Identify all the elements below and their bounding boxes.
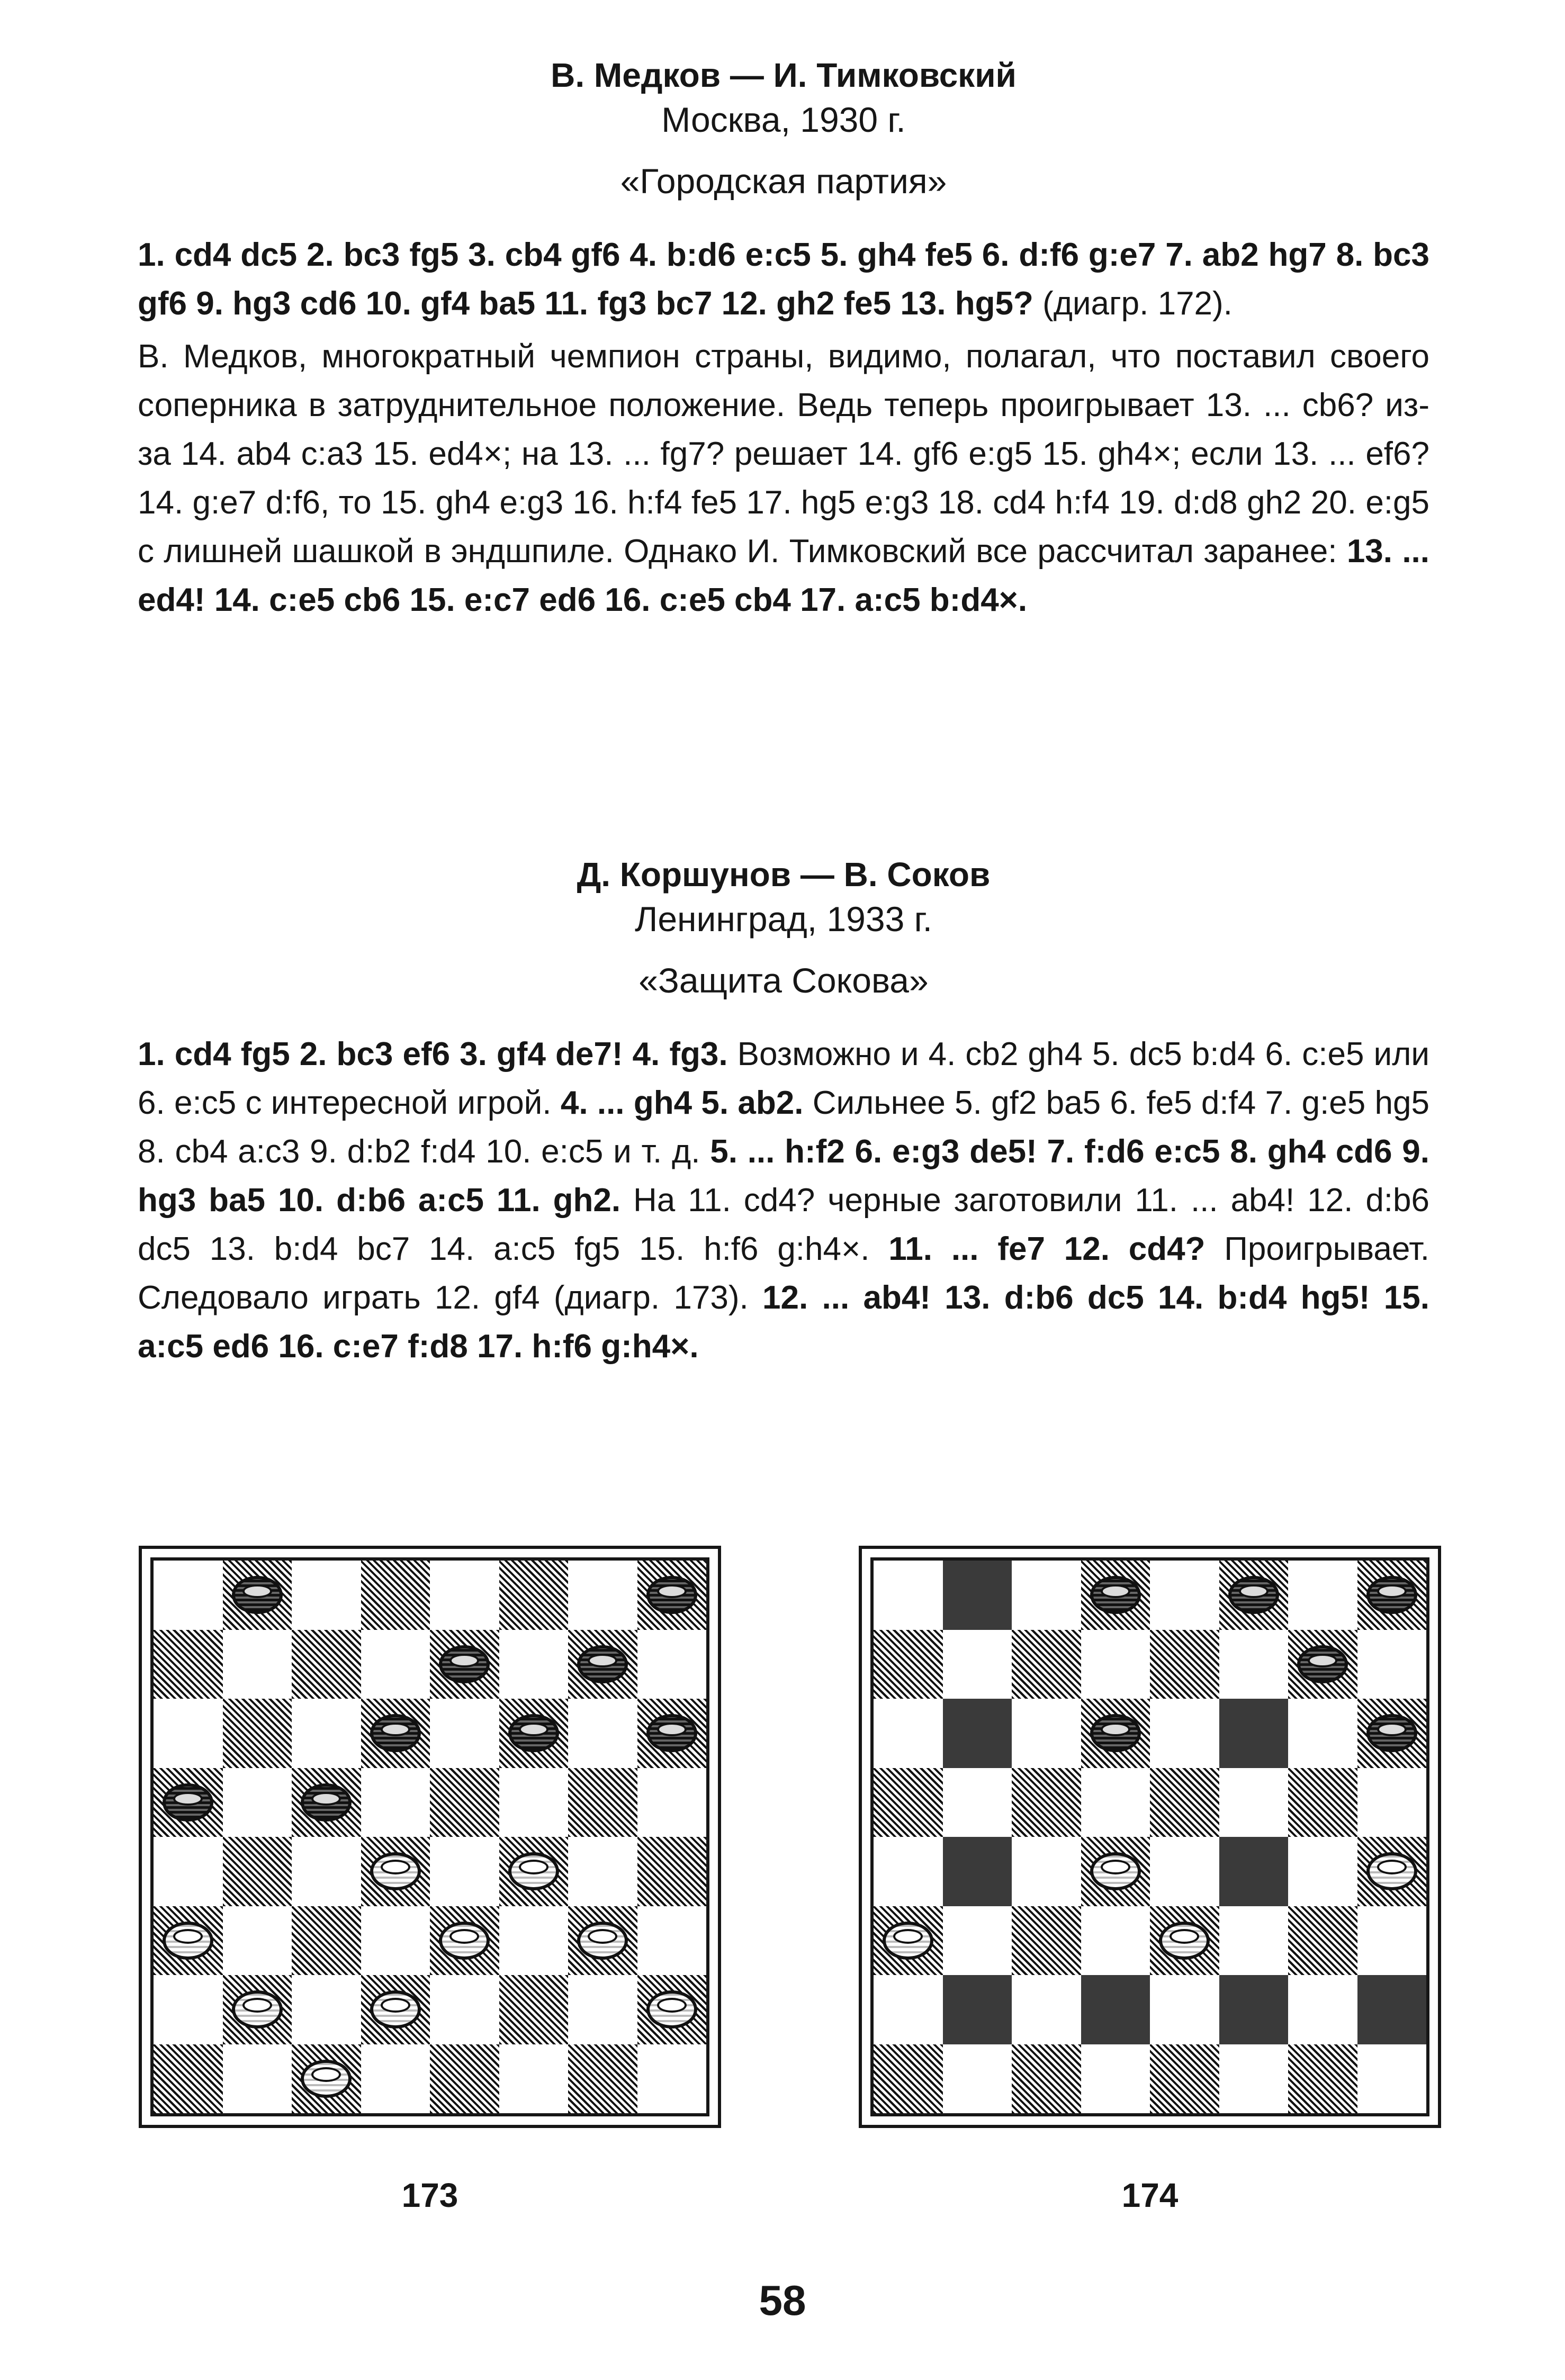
game-2-part-9: 12. ... ab4! 13. d:b6 dc5 14. b:d4 hg5! 15. a:c5 ed6 16. c:e7 f:d8 17. h:f6 g:h4×. [138, 1279, 1429, 1365]
dark-square [1081, 1561, 1150, 1630]
black-checker-piece [646, 1576, 697, 1614]
black-checker-piece [577, 1645, 628, 1683]
white-checker-piece [163, 1922, 213, 1960]
dark-square [223, 1699, 292, 1768]
diagram-174-grid [870, 1557, 1429, 2116]
game-2-part-1: 1. cd4 fg5 2. bc3 ef6 3. gf4 de7! 4. fg3. [138, 1036, 728, 1072]
dark-square [637, 1975, 707, 2044]
dark-square [499, 1837, 569, 1906]
white-checker-piece [1090, 1852, 1141, 1890]
dark-square [361, 1699, 430, 1768]
black-checker-piece [1297, 1645, 1348, 1683]
dark-square [154, 1630, 223, 1699]
black-checker-piece [508, 1714, 559, 1752]
dark-square [223, 1837, 292, 1906]
game-1-moves [138, 231, 1429, 328]
dark-square [1012, 2044, 1081, 2114]
dark-square [637, 1561, 707, 1630]
dark-square [874, 1630, 943, 1699]
dark-square [568, 2044, 637, 2114]
game-2-place: Ленинград, 1933 г. [635, 899, 932, 939]
dark-square [499, 1975, 569, 2044]
dark-square [430, 2044, 499, 2114]
black-checker-piece [301, 1783, 352, 1822]
game-1-opening: «Городская партия» [620, 161, 947, 201]
game-2-part-8: Проигрывает. Следовало играть 12. gf4 (диагр. 173). [138, 1231, 1430, 1316]
dark-square [1219, 1975, 1289, 2044]
dark-square [154, 2044, 223, 2114]
game-2-part-7: 11. ... fe7 12. cd4? [888, 1231, 1206, 1267]
game-2-part-2: Возможно и 4. cb2 gh4 5. dc5 b:d4 6. c:e5 или 6. e:c5 с интересной игрой. [138, 1036, 1430, 1121]
white-checker-piece [508, 1852, 559, 1890]
dark-square [1219, 1699, 1289, 1768]
game-1-players: В. Медков — И. Тимковский [551, 56, 1017, 94]
page-number: 58 [759, 2277, 806, 2324]
game-1-comment-text: В. Медков, многократный чемпион страны, видимо, полагал, что поставил своего соперника в затруднительное положение. Ведь теперь проигрывает 13. ... cb6? из-за 14. ab4 c:a3 15. ed4×; на 13. ... fg7? решает 14. gf6 e:g5 15. gh4×; если 13. ... ef6? 14. g:e7 d:f6, то 15. gh4 e:g3 16. h:f4 fe5 17. hg5 e:g3 18. cd4 h:f4 19. d:d8 gh2 20. e:g5 с лишней шашкой в эндшпиле. Однако И. Тимковский все рассчитал заранее: [138, 338, 1429, 570]
dark-square [1288, 1630, 1357, 1699]
black-checker-piece [646, 1714, 697, 1752]
game-1-main-line: 1. cd4 dc5 2. bc3 fg5 3. cb4 gf6 4. b:d6 e:c5 5. gh4 fe5 6. d:f6 g:e7 7. ab2 hg7 8. bc3 gf6 9. hg3 cd6 10. gf4 ba5 11. fg3 bc7 12. gh2 fe5 13. hg5? [138, 237, 1429, 322]
black-checker-piece [439, 1645, 490, 1683]
black-checker-piece [1366, 1714, 1417, 1752]
diagram-173-board [139, 1546, 721, 2128]
black-checker-piece [1228, 1576, 1279, 1614]
dark-square [430, 1906, 499, 1976]
dark-square [1219, 1561, 1289, 1630]
dark-square [1357, 1975, 1427, 2044]
dark-square [943, 1561, 1012, 1630]
dark-square [1081, 1837, 1150, 1906]
diagram-173-grid [150, 1557, 709, 2116]
dark-square [637, 1699, 707, 1768]
game-2-part-4: Сильнее 5. gf2 ba5 6. fe5 d:f4 7. g:e5 hg5 8. cb4 a:c3 9. d:b2 f:d4 10. e:c5 и т. д. [138, 1085, 1430, 1170]
black-checker-piece [1090, 1576, 1141, 1614]
diagram-174-caption: 174 [1121, 2176, 1179, 2214]
dark-square [1150, 1768, 1219, 1837]
dark-square [223, 1975, 292, 2044]
white-checker-piece [232, 1990, 283, 2029]
dark-square [1288, 2044, 1357, 2114]
game-1-section [138, 53, 1429, 625]
game-2-opening: «Защита Сокова» [638, 961, 929, 1000]
black-checker-piece [1090, 1714, 1141, 1752]
dark-square [361, 1837, 430, 1906]
dark-square [499, 1699, 569, 1768]
dark-square [1288, 1768, 1357, 1837]
white-checker-piece [301, 2060, 352, 2098]
dark-square [361, 1975, 430, 2044]
dark-square [154, 1906, 223, 1976]
white-checker-piece [370, 1852, 421, 1890]
black-checker-piece [370, 1714, 421, 1752]
dark-square [568, 1906, 637, 1976]
game-2-section [138, 852, 1429, 1371]
dark-square [1150, 1906, 1219, 1976]
dark-square [430, 1630, 499, 1699]
game-1-comment-line: 13. ... ed4! 14. c:e5 cb6 15. e:c7 ed6 16. c:e5 cb4 17. a:c5 b:d4×. [138, 533, 1430, 618]
dark-square [568, 1768, 637, 1837]
dark-square [1012, 1906, 1081, 1976]
dark-square [292, 2044, 361, 2114]
game-1-place: Москва, 1930 г. [661, 100, 906, 139]
black-checker-piece [232, 1576, 283, 1614]
game-2-part-5: 5. ... h:f2 6. e:g3 de5! 7. f:d6 e:c5 8. gh4 cd6 9. hg3 ba5 10. d:b6 a:c5 11. gh2. [138, 1133, 1430, 1219]
dark-square [637, 1837, 707, 1906]
dark-square [1150, 2044, 1219, 2114]
game-1-commentary [138, 332, 1429, 625]
dark-square [943, 1837, 1012, 1906]
dark-square [430, 1768, 499, 1837]
dark-square [1357, 1837, 1427, 1906]
dark-square [1357, 1699, 1427, 1768]
dark-square [1012, 1768, 1081, 1837]
dark-square [154, 1768, 223, 1837]
black-checker-piece [1366, 1576, 1417, 1614]
game-2-part-6: На 11. cd4? черные заготовили 11. ... ab4! 12. d:b6 dc5 13. b:d4 bc7 14. a:c5 fg5 15. h:f6 g:h4×. [138, 1182, 1429, 1267]
dark-square [1219, 1837, 1289, 1906]
dark-square [1150, 1630, 1219, 1699]
dark-square [943, 1699, 1012, 1768]
dark-square [943, 1975, 1012, 2044]
diagram-174-board [859, 1546, 1441, 2128]
white-checker-piece [439, 1922, 490, 1960]
dark-square [1081, 1699, 1150, 1768]
dark-square [1357, 1561, 1427, 1630]
dark-square [223, 1561, 292, 1630]
dark-square [1288, 1906, 1357, 1976]
game-2-players: Д. Коршунов — В. Соков [577, 855, 991, 894]
dark-square [292, 1768, 361, 1837]
dark-square [292, 1630, 361, 1699]
black-checker-piece [163, 1783, 213, 1822]
dark-square [361, 1561, 430, 1630]
white-checker-piece [1159, 1922, 1210, 1960]
dark-square [499, 1561, 569, 1630]
white-checker-piece [883, 1922, 933, 1960]
game-2-part-3: 4. ... gh4 5. ab2. [560, 1085, 804, 1121]
dark-square [292, 1906, 361, 1976]
white-checker-piece [370, 1990, 421, 2029]
white-checker-piece [577, 1922, 628, 1960]
dark-square [874, 2044, 943, 2114]
dark-square [1012, 1630, 1081, 1699]
game-1-main-tail: (диагр. 172). [1033, 285, 1233, 322]
dark-square [874, 1906, 943, 1976]
diagram-173-caption: 173 [401, 2176, 458, 2214]
white-checker-piece [646, 1990, 697, 2029]
dark-square [874, 1768, 943, 1837]
dark-square [1081, 1975, 1150, 2044]
dark-square [568, 1630, 637, 1699]
white-checker-piece [1366, 1852, 1417, 1890]
game-2-moves [138, 1030, 1429, 1371]
